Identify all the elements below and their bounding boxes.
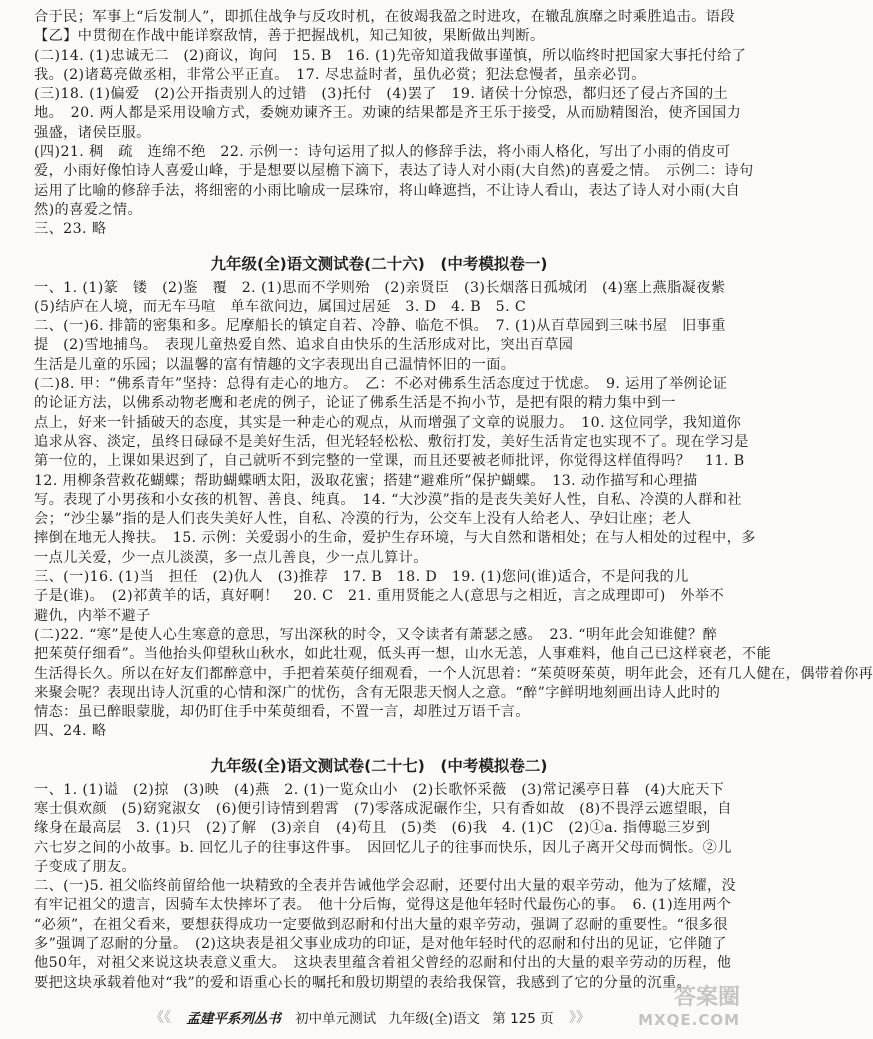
text-line: (二)8. 甲：“佛系青年”坚持：总得有走心的地方。 乙：不必对佛系生活态度过于忧虑。 9. 运用了举例论证	[34, 376, 728, 393]
page-prefix: 第	[492, 1011, 506, 1027]
text-line: 点上，好来一针插破天的态度，其实是一种走心的观点，从而增强了文章的说服力。 10. 这位同学，我知道你	[34, 414, 742, 431]
answer-block-test-26	[34, 279, 873, 742]
text-line: 把茱萸仔细看”。当他抬头仰望秋山秋水，如此壮观，低头再一想，山水无恙，人事难料，他自己已这样衰老，不能	[34, 646, 772, 663]
section-title-test-27: 九年级(全)语文测试卷(二十七) (中考模拟卷二)	[210, 756, 548, 775]
text-line: 合于民；军事上“后发制人”，即抓住战争与反攻时机，在彼竭我盈之时进攻，在辙乱旗靡之时乘胜追击。语段	[34, 9, 735, 25]
page-footer	[150, 1003, 590, 1033]
text-line: 要把这块承载着他对“我”的爱和语重心长的嘱托和殷切期望的表给我保管，我感到了它的分量的沉重。	[34, 974, 692, 991]
text-line: 12. 用柳条营救花蝴蝶；帮助蝴蝶晒太阳，汲取花蜜；搭建“避难所”保护蝴蝶。 13. 动作描写和心理描	[34, 472, 698, 489]
answer-block-test-27	[34, 781, 737, 993]
text-line: 【乙】中贯彻在作战中能详察敌情，善于把握战机，知己知彼，果断做出判断。	[34, 28, 545, 45]
text-line: 生活得长久。所以在好友们都醉意中，手把着茱萸仔细观看，一个人沉思着：“茱萸呀茱萸，明年此会，还有几人健在，偶带着你再	[34, 665, 873, 682]
text-line: 第一位的，上课如果迟到了，自己就听不到完整的一堂课，而且还要被老师批评，你觉得这样值得吗？ 11. B	[34, 453, 745, 470]
grade-subject: 九年级(全)语文	[388, 1011, 480, 1027]
text-line: 追求从容、淡定，虽终日碌碌不是美好生活，但光轻轻松松、敷衍打发，美好生活肯定也实现不了。现在学习是	[34, 433, 749, 450]
site-watermark	[590, 985, 740, 1035]
text-line: 一点儿关爱，少一点儿淡漠，多一点儿善良，少一点儿算计。	[34, 549, 428, 566]
text-line: 四、24. 略	[34, 723, 107, 740]
text-line: 有牢记祖父的遗言，因骑车太快摔坏了表。 他十分后悔，觉得这是他年轻时代最伤心的事。 6. (1)连用两个	[34, 897, 732, 914]
text-line: 二、(一)6. 排箭的密集和多。尼摩船长的镇定自若、冷静、临危不惧。 7. (1)从百草园到三味书屋 旧事重	[34, 318, 726, 335]
text-line: (5)结庐在人境，而无车马喧 单车欲问边，属国过居延 3. D 4. B 5. C	[34, 298, 527, 315]
page-suffix: 页	[540, 1011, 554, 1027]
text-line: 然)的喜爱之情。	[34, 201, 143, 218]
text-line: (四)21. 稠 疏 连绵不绝 22. 示例一：诗句运用了拟人的修辞手法，将小雨人格化，写出了小雨的俏皮可	[34, 144, 731, 161]
text-line: 一、1. (1)篆 镂 (2)鉴 覆 2. (1)思而不学则殆 (2)亲贤臣 (3)长烟落日孤城闭 (4)塞上燕脂凝夜紫	[34, 279, 726, 296]
text-line: 的论证方法，以佛系动物老鹰和老虎的例子，论证了佛系生活是不拘小节，是把有限的精力集中到一	[34, 395, 676, 412]
text-line: 情态：虽已醉眼蒙胧，却仍盯住手中茱萸细看，不置一言，却胜过万语千言。	[34, 704, 530, 721]
text-line: 多”强调了忍耐的分量。 (2)这块表是祖父事业成功的印证，是对他年轻时代的忍耐和付出的见证，它伴随了	[34, 936, 727, 953]
text-line: 地。 20. 两人都是采用设喻方式，委婉劝谏齐王。劝谏的结果都是齐王乐于接受，从而励精图治，使齐国国力	[34, 105, 742, 122]
text-line: 生活是儿童的乐园；以温馨的富有情趣的文字表现出自己温情怀旧的一面。	[34, 356, 516, 373]
text-line: 子变成了朋友。	[34, 858, 137, 875]
text-line: 提 (2)雪地捕鸟。 表现儿童热爱自然、追求自由快乐的生活形成对比，突出百草园	[34, 337, 574, 354]
text-line: 寒士俱欢颜 (5)窈窕淑女 (6)便引诗情到碧霄 (7)零落成泥碾作尘，只有香如故 (8)不畏浮云遮望眼，自	[34, 800, 732, 817]
text-line: 子是(谁)。 (2)祁黄羊的话，真好啊！ 20. C 21. 重用贤能之人(意思与之相近，言之成理即可) 外举不	[34, 588, 725, 605]
answer-block-previous-test	[34, 8, 754, 240]
text-line: (三)18. (1)偏爱 (2)公开指责别人的过错 (3)托付 (4)罢了 19. 诸侯十分惊恐，都归还了侵占齐国的土	[34, 86, 729, 103]
page-number: 125	[510, 1011, 536, 1027]
text-line: 来聚会呢？表现出诗人沉重的心情和深广的忧伤，含有无限悲天悯人之意。“醉”字鲜明地刻画出诗人此时的	[34, 684, 721, 701]
section-title-test-26: 九年级(全)语文测试卷(二十六) (中考模拟卷一)	[210, 254, 548, 273]
text-line: 强盛，诸侯臣服。	[34, 124, 151, 141]
text-line: 他50年，对祖父来说这块表意义重大。 这块表里蕴含着祖父曾经的忍耐和付出的大量的艰辛劳动的历程，他	[34, 955, 732, 972]
text-line: 写。表现了小男孩和小女孩的机智、善良、纯真。 14. “大沙漠”指的是丧失美好人性，自私、冷漠的人群和社	[34, 491, 742, 508]
text-line: 爱，小雨好像怕诗人喜爱山峰，于是想要以屋檐下滴下，表达了诗人对小雨(大自然)的喜爱之情。 示例二：诗句	[34, 163, 754, 180]
footer-text	[172, 1008, 568, 1030]
text-line: 避仇，内举不避子	[34, 607, 151, 624]
answer-page	[34, 8, 873, 993]
text-line: 运用了比喻的修辞手法，将细密的小雨比喻成一层珠帘，将山峰遮挡，不让诗人看山，表达了诗人对小雨(大自	[34, 182, 741, 199]
text-line: 缘身在最高层 3. (1)只 (2)了解 (3)亲自 (4)苟且 (5)类 (6)我 4. (1)C (2)①a. 指傅聪三岁到	[34, 820, 711, 837]
text-line: “必须”，在祖父看来，要想获得成功一定要做到忍耐和付出大量的艰辛劳动，强调了忍耐的重要性。“很多很	[34, 916, 728, 933]
text-line: 六七岁之间的小故事。b. 回忆儿子的往事这件事。 因回忆儿子的往事而快乐，因儿子离开父母而惆怅。②儿	[34, 839, 732, 856]
text-line: 会；“沙尘暴”指的是人们丧失美好人性，自私、冷漠的行为，公交车上没有人给老人、孕妇让座；老人	[34, 511, 692, 528]
text-line: 二、(一)5. 祖父临终前留给他一块精致的全表并告诫他学会忍耐，还要付出大量的艰辛劳动，他为了炫耀，没	[34, 878, 737, 895]
text-line: 摔倒在地无人搀扶。 15. 示例：关爱弱小的生命，爱护生存环境，与大自然和谐相处；在与人相处的过程中，多	[34, 530, 756, 547]
text-line: 三、23. 略	[34, 221, 107, 238]
watermark-url: MXQE.COM	[638, 1011, 740, 1029]
book-name: 初中单元测试	[295, 1011, 377, 1027]
text-line: 三、(一)16. (1)当 担任 (2)仇人 (3)推荐 17. B 18. D 19. (1)您问(谁)适合，不是问我的儿	[34, 569, 689, 586]
text-line: 一、1. (1)谥 (2)掠 (3)映 (4)燕 2. (1)一览众山小 (2)长歌怀采薇 (3)常记溪亭日暮 (4)大庇天下	[34, 781, 725, 798]
text-line: (二)14. (1)忠诚无二 (2)商议，询问 15. B 16. (1)先帝知道我做事谨慎，所以临终时把国家大事托付给了	[34, 47, 747, 64]
series-name: 孟建平系列丛书	[186, 1011, 281, 1027]
footer-left-arrows-icon: 《《	[150, 1010, 171, 1026]
watermark-logo-text: 答案圈	[673, 985, 740, 1010]
text-line: 我。(2)诸葛亮做丞相，非常公平正直。 17. 尽忠益时者，虽仇必赏；犯法怠慢者，虽亲必罚。	[34, 66, 646, 83]
footer-right-arrows-icon: 》》	[569, 1010, 590, 1026]
text-line: (二)22. “寒”是使人心生寒意的意思，写出深秋的时令，又令读者有萧瑟之感。 23. “明年此会知谁健？醉	[34, 626, 718, 643]
